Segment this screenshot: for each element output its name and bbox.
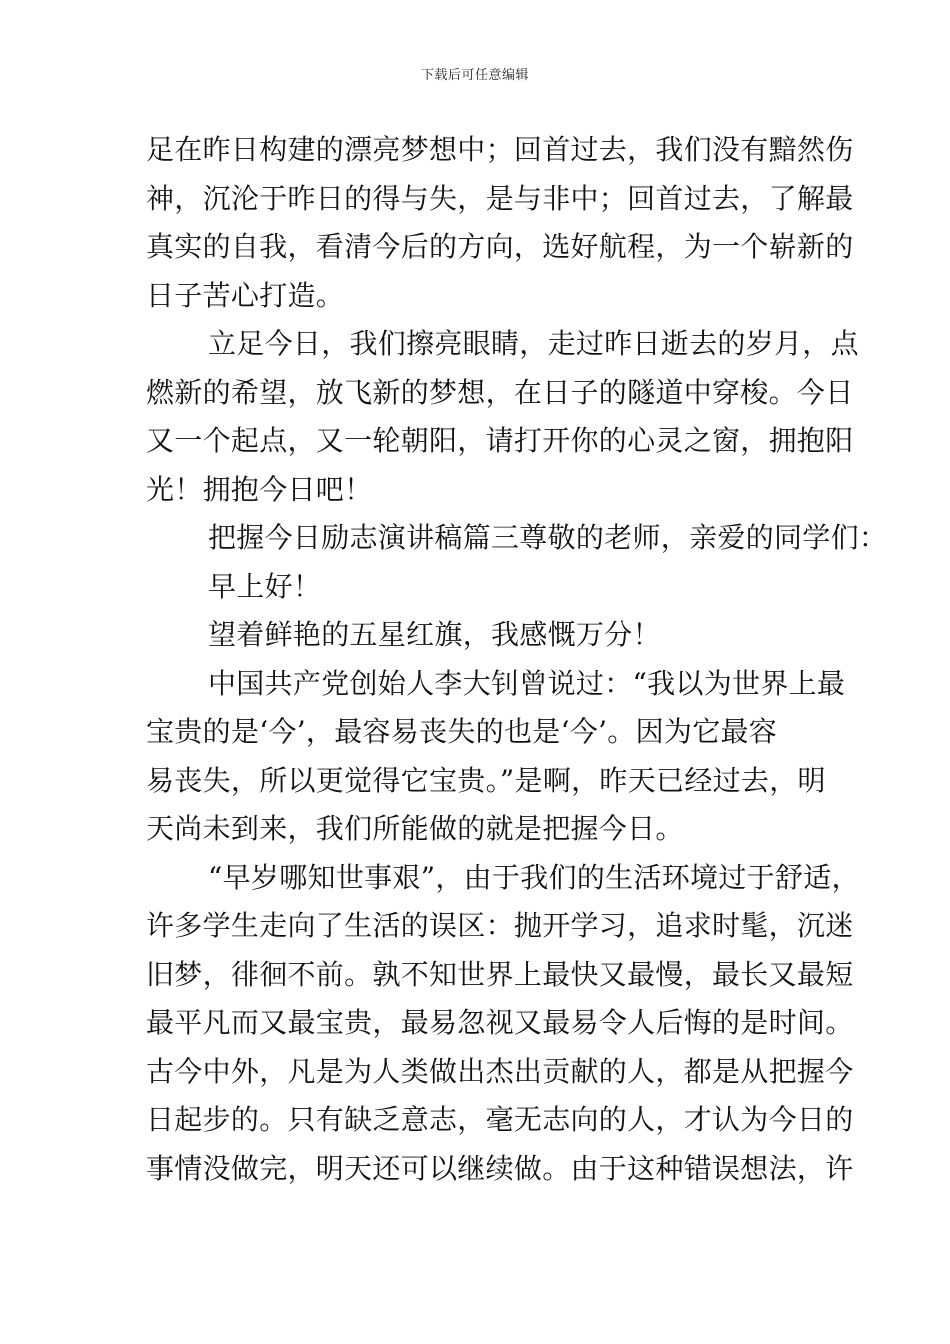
text-line: 事情没做完，明天还可以继续做。由于这种错误想法，许	[146, 1151, 854, 1185]
text-line: 足在昨日构建的漂亮梦想中；回首过去，我们没有黯然伤	[146, 133, 854, 166]
text-line: 燃新的希望，放飞新的梦想，在日子的隧道中穿梭。今日	[146, 375, 854, 409]
text-line: 真实的自我，看清今后的方向，选好航程，为一个崭新的	[146, 230, 854, 263]
text-line: 神，沉沦于昨日的得与失，是与非中；回首过去，了解最	[146, 181, 854, 215]
text-line: 又一个起点，又一轮朝阳，请打开你的心灵之窗，拥抱阳	[146, 424, 854, 457]
paragraph-first-line: “早岁哪知世事艰”，由于我们的生活环境过于舒适，	[208, 860, 860, 894]
text-line: 易丧失，所以更觉得它宝贵。”是啊，昨天已经过去，明	[146, 763, 826, 797]
text-line: 古今中外，凡是为人类做出杰出贡献的人，都是从把握今	[146, 1054, 854, 1088]
paragraph-first-line: 立足今日，我们擦亮眼睛，走过昨日逝去的岁月，点	[208, 327, 859, 360]
text-line: 光！拥抱今日吧！	[146, 472, 373, 506]
paragraph-first-line: 望着鲜艳的五星红旗，我感慨万分！	[208, 618, 661, 651]
paragraph-first-line: 把握今日励志演讲稿篇三尊敬的老师，亲爱的同学们：	[208, 521, 888, 554]
text-line: 最平凡而又最宝贵，最易忽视又最易令人后悔的是时间。	[146, 1006, 854, 1039]
text-line: 日起步的。只有缺乏意志，毫无志向的人，才认为今日的	[146, 1103, 854, 1136]
text-line: 日子苦心打造。	[146, 278, 345, 312]
text-line: 许多学生走向了生活的误区：抛开学习，追求时髦，沉迷	[146, 909, 854, 942]
paragraph-first-line: 早上好！	[208, 569, 322, 603]
document-body	[146, 126, 888, 1193]
text-line: 旧梦，徘徊不前。孰不知世界上最快又最慢，最长又最短	[146, 957, 854, 991]
paragraph-first-line: 中国共产党创始人李大钊曾说过：“我以为世界上最	[208, 666, 846, 700]
page-header: 下载后可任意编辑	[420, 68, 529, 83]
text-line: 天尚未到来，我们所能做的就是把握今日。	[146, 812, 684, 845]
text-line: 宝贵的是‘今’，最容易丧失的也是‘今’。因为它最容	[146, 715, 778, 748]
